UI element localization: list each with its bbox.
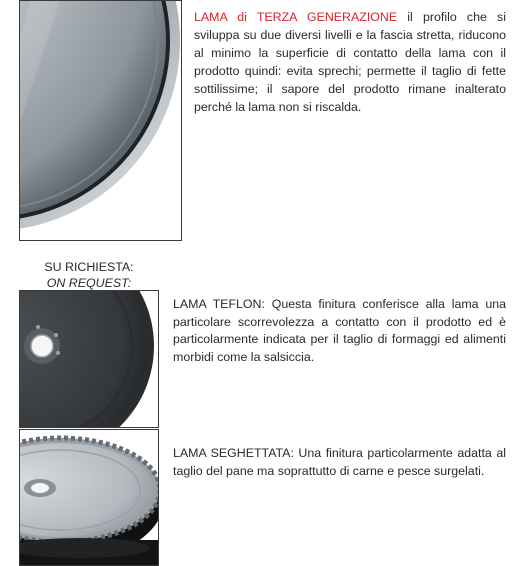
third-generation-description	[194, 8, 506, 117]
teflon-description: LAMA TEFLON: Questa finitura conferisce alla lama una particolare scorrevolezza a contatto con il prodotto ed è particolarmente indicata per il taglio di formaggi ed alimenti morbidi come la salsiccia.	[173, 297, 506, 364]
teflon-blade-photo	[19, 290, 159, 428]
on-request-label-english: ON REQUEST:	[46, 276, 132, 290]
third-generation-heading: LAMA di TERZA GENERAZIONE	[194, 10, 398, 24]
on-request-label-italian: SU RICHIESTA:	[44, 260, 134, 274]
third-generation-body: il profilo che si sviluppa su due diversi livelli e la fascia stretta, riducono al minimo la superficie di contatto della lama con il prodotto quindi: evita sprechi; permette il taglio di fette sottilissime; il sapore del prodotto rimane inalterato perché la lama non si riscalda.	[194, 10, 506, 115]
serrated-blade-photo	[19, 429, 159, 566]
serrated-description: LAMA SEGHETTATA: Una finitura particolarmente adatta al taglio del pane ma soprattutto di carne e pesce surgelati.	[173, 446, 506, 478]
on-request-label	[28, 259, 150, 291]
third-generation-blade-photo	[19, 0, 182, 241]
